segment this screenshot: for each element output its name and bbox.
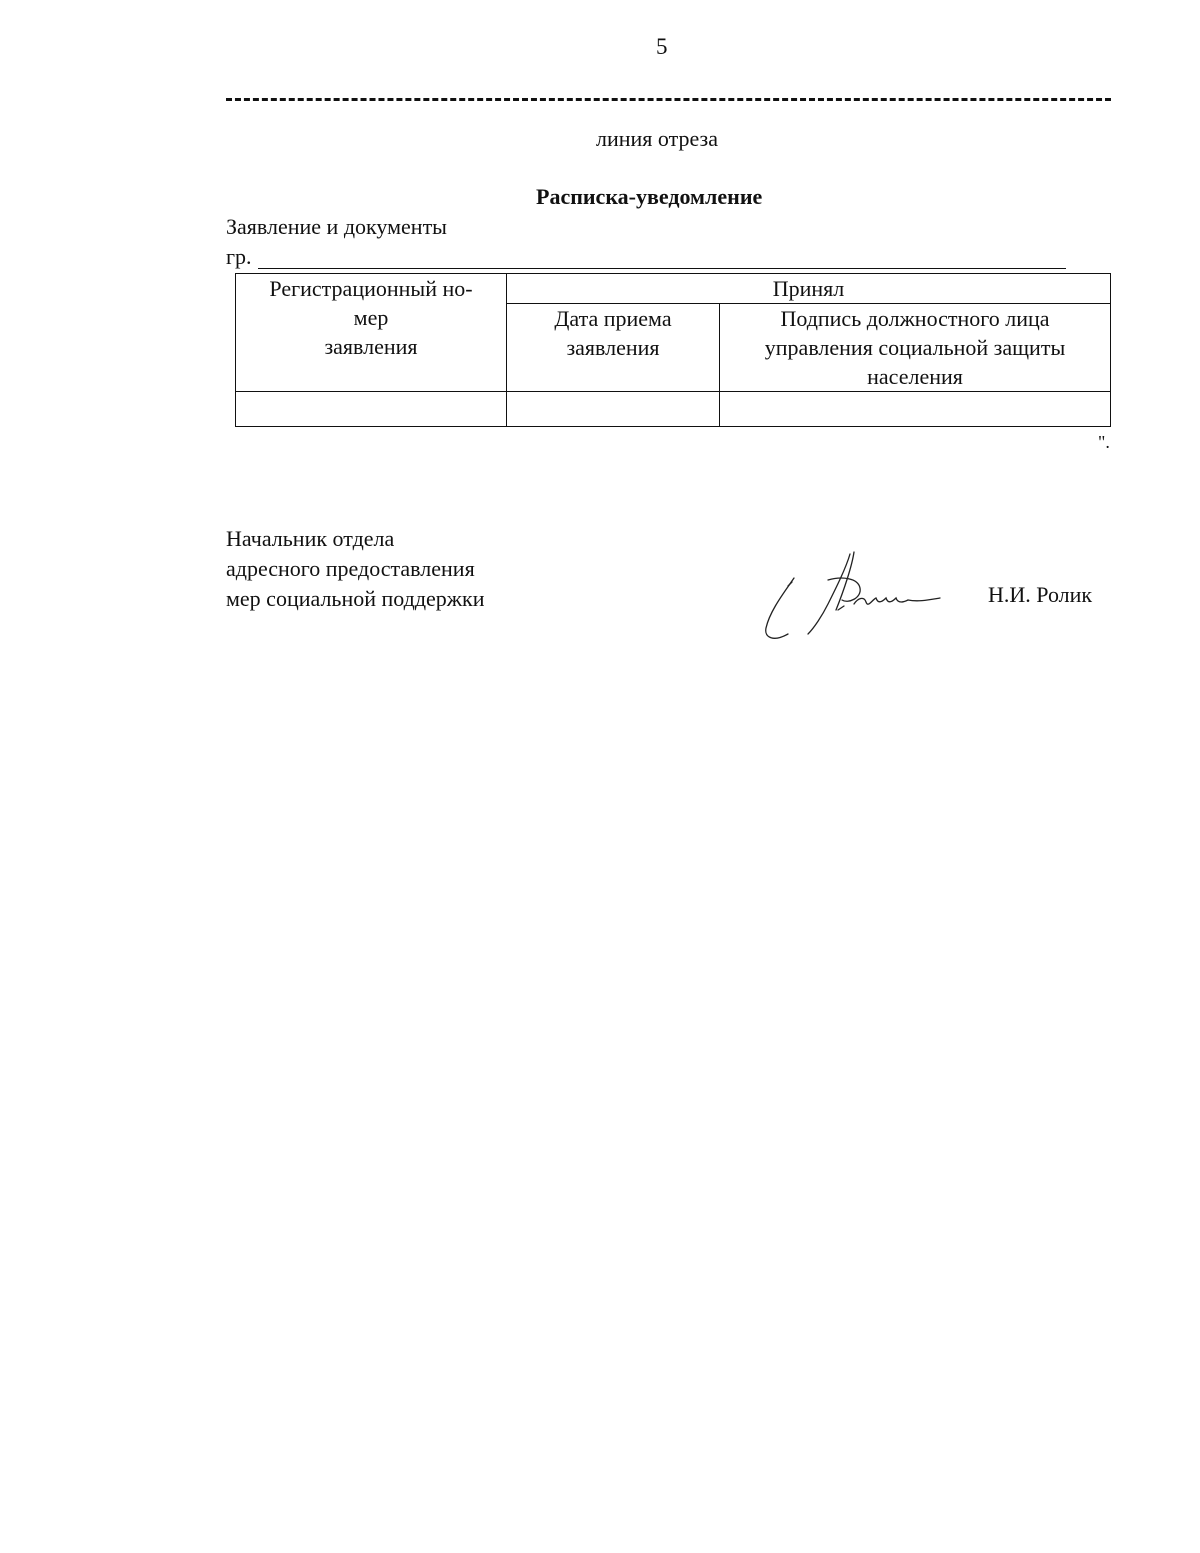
header-reg-number-line2: мер (353, 305, 389, 330)
closing-quote-mark: ". (1098, 432, 1110, 452)
cell-signature[interactable] (720, 392, 1111, 427)
cell-reg-number[interactable] (236, 392, 507, 427)
signer-position-line2: адресного предоставления (226, 556, 475, 581)
header-reg-number (236, 274, 507, 392)
header-date (507, 304, 720, 392)
table-header-row-1 (236, 274, 1111, 304)
header-accepted (507, 274, 1111, 304)
table-row (236, 392, 1111, 427)
cut-line (226, 98, 1111, 101)
header-date-line2: заявления (566, 335, 660, 360)
page-number: 5 (656, 34, 668, 59)
header-reg-number-line1: Регистрационный но- (269, 276, 473, 301)
citizen-name-blank-line (258, 268, 1066, 269)
intro-line-1: Заявление и документы (226, 214, 447, 239)
header-signature (720, 304, 1111, 392)
cut-line-label: линия отреза (596, 126, 718, 151)
signer-position (226, 524, 484, 614)
intro-line-2: гр. (226, 244, 252, 269)
signer-position-line1: Начальник отдела (226, 526, 395, 551)
header-date-line1: Дата приема (554, 306, 672, 331)
receipt-table (235, 273, 1111, 427)
header-signature-line1: Подпись должностного лица (780, 306, 1050, 331)
signer-name: Н.И. Ролик (988, 582, 1093, 607)
header-accepted-label: Принял (772, 276, 845, 301)
header-signature-line3: населения (867, 364, 963, 389)
cell-date[interactable] (507, 392, 720, 427)
header-reg-number-line3: заявления (324, 334, 418, 359)
signer-position-line3: мер социальной поддержки (226, 586, 485, 611)
document-title: Расписка-уведомление (536, 184, 763, 209)
header-signature-line2: управления социальной защиты (764, 335, 1066, 360)
handwritten-signature (758, 548, 948, 644)
